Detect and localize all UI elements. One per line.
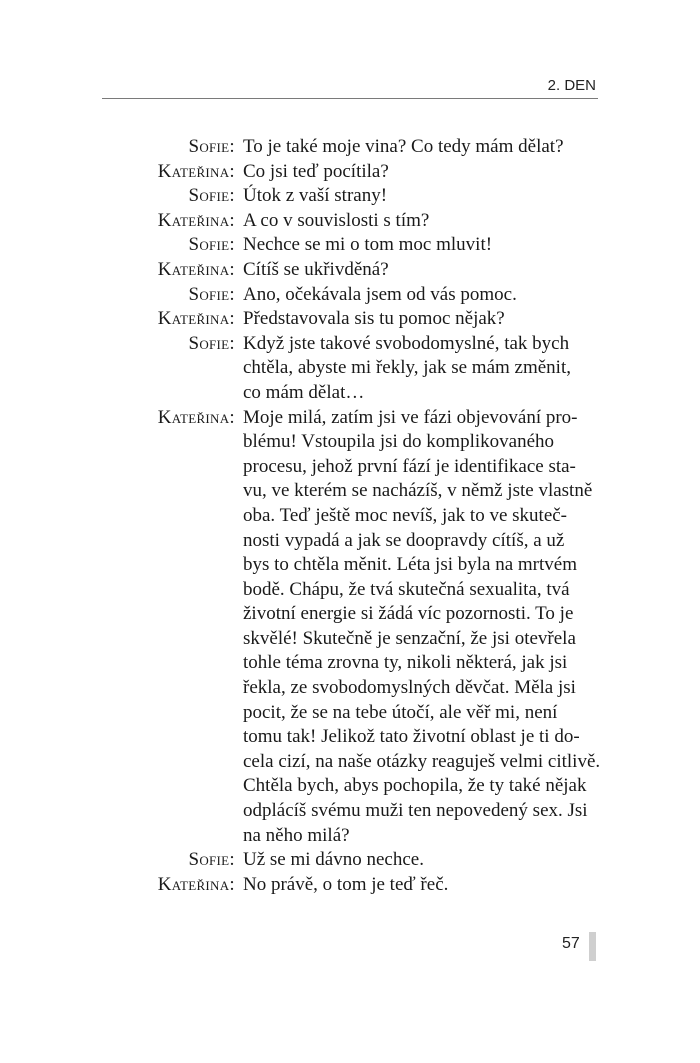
dialogue-line: Chtěla bych, abys pochopila, že ty také nějak [243, 775, 587, 797]
dialogue-line: To je také moje vina? Co tedy mám dělat? [243, 136, 564, 157]
dialogue-line: Nechce se mi o tom moc mluvit! [243, 234, 493, 256]
dialogue-line: blému! Vstoupila jsi do komplikovaného [243, 431, 555, 453]
dialogue-turn [0, 233, 700, 258]
speaker-name: Sofie: [188, 234, 235, 256]
dialogue-line: chtěla, abyste mi řekly, jak se mám změnit, [243, 357, 571, 379]
page-number: 57 [562, 935, 580, 952]
dialogue-line: A co v souvislosti s tím? [243, 209, 430, 231]
dialogue-line: bodě. Chápu, že tvá skutečná sexualita, tvá [243, 578, 570, 600]
dialogue-line: bys to chtěla měnit. Léta jsi byla na mrtvém [243, 554, 577, 576]
dialogue-turn [0, 848, 700, 873]
header-rule [102, 98, 598, 99]
dialogue-turn [0, 873, 700, 898]
speaker-name: Sofie: [188, 283, 235, 305]
page-edge-tab [589, 932, 596, 961]
speaker-name: Kateřina: [157, 258, 235, 280]
dialogue-line: řekla, ze svobodomyslných děvčat. Měla jsi [243, 677, 576, 699]
dialogue-turn [0, 209, 700, 234]
speaker-name: Sofie: [188, 849, 235, 871]
dialogue-line: pocit, že se na tebe útočí, ale věř mi, není [243, 701, 558, 723]
dialogue-turn [0, 406, 700, 849]
dialogue-line: Útok z vaší strany! [243, 185, 388, 207]
dialogue-turn [0, 258, 700, 283]
speaker-name: Kateřina: [157, 406, 235, 428]
dialogue-line: na něho milá? [243, 824, 350, 846]
dialogue-line: životní energie si žádá víc pozornosti. To je [243, 603, 574, 625]
dialogue-turn [0, 135, 700, 160]
dialogue-turn [0, 160, 700, 185]
speaker-name: Sofie: [188, 136, 235, 157]
dialogue-line: procesu, jehož první fází je identifikace sta- [243, 455, 576, 477]
dialogue-turn [0, 184, 700, 209]
dialogue-line: Moje milá, zatím jsi ve fázi objevování pro- [243, 406, 578, 428]
chapter-header: 2. DEN [547, 77, 596, 94]
dialogue-line: Ano, očekávala jsem od vás pomoc. [243, 283, 517, 305]
speaker-name: Sofie: [188, 332, 235, 354]
dialogue-line: Představovala sis tu pomoc nějak? [243, 308, 505, 330]
dialogue-line: nosti vypadá a jak se doopravdy cítíš, a už [243, 529, 565, 551]
dialogue-turn [0, 332, 700, 406]
dialogue-turn [0, 283, 700, 308]
dialogue-line: tomu tak! Jelikož tato životní oblast je ti do- [243, 726, 580, 748]
speaker-name: Kateřina: [157, 873, 235, 895]
dialogue-line: tohle téma zrovna ty, nikoli některá, jak jsi [243, 652, 568, 674]
dialogue-line: co mám dělat… [243, 381, 365, 403]
dialogue-line: Cítíš se ukřivděná? [243, 258, 389, 280]
dialogue-line: oba. Teď ještě moc nevíš, jak to ve skuteč- [243, 504, 568, 526]
speaker-name: Kateřina: [157, 209, 235, 231]
dialogue-turn [0, 307, 700, 332]
dialogue-line: Když jste takové svobodomyslné, tak bych [243, 332, 570, 354]
dialogue [0, 135, 700, 897]
speaker-name: Sofie: [188, 185, 235, 207]
dialogue-line: cela cizí, na naše otázky reaguješ velmi citlivě. [243, 750, 601, 772]
dialogue-line: Už se mi dávno nechce. [243, 849, 424, 871]
dialogue-line: vu, ve kterém se nacházíš, v němž jste vlastně [243, 480, 593, 502]
dialogue-line: skvělé! Skutečně je senzační, že jsi otevřela [243, 627, 576, 649]
dialogue-line: odplácíš svému muži ten nepovedený sex. Jsi [243, 800, 588, 822]
dialogue-line: No právě, o tom je teď řeč. [243, 873, 449, 895]
speaker-name: Kateřina: [157, 160, 235, 182]
dialogue-line: Co jsi teď pocítila? [243, 160, 389, 182]
speaker-name: Kateřina: [157, 308, 235, 330]
